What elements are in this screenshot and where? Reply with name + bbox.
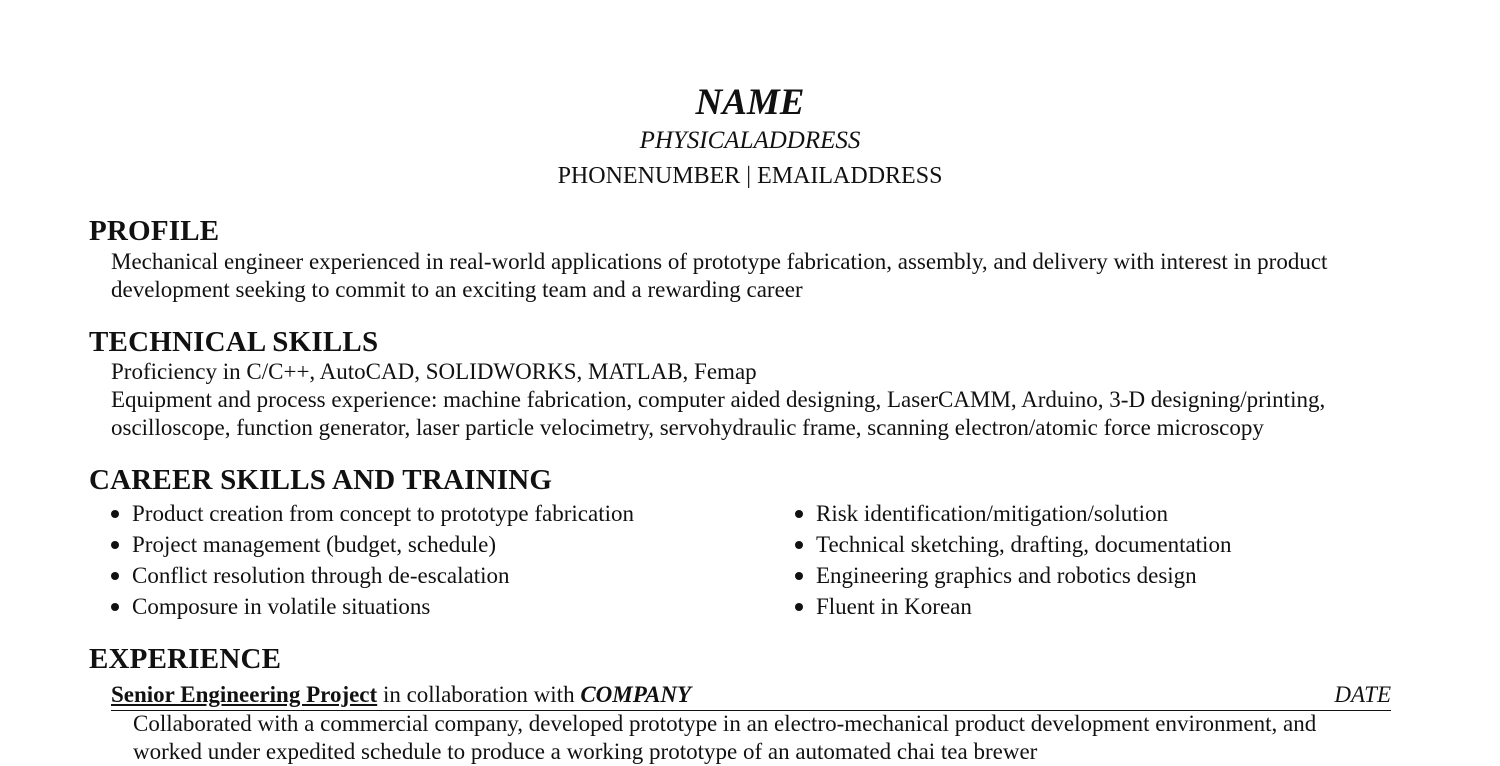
experience-entry-header <box>111 680 1391 711</box>
experience-description-line: worked under expedited schedule to produce a working prototype of an automated chai tea brewer <box>133 739 1038 764</box>
technical-skills-line: oscilloscope, function generator, laser particle velocimetry, servohydraulic frame, scanning electron/atomic force microscopy <box>111 415 1264 440</box>
career-skills-heading: CAREER SKILLS AND TRAINING <box>89 464 553 496</box>
technical-skills-line: Equipment and process experience: machine fabrication, computer aided designing, LaserCAMM, Arduino, 3-D designing/printing, <box>111 387 1326 412</box>
profile-line: development seeking to commit to an exciting team and a rewarding career <box>111 277 803 302</box>
experience-company: COMPANY <box>580 682 692 707</box>
bullet-icon <box>795 572 803 580</box>
bullet-icon <box>111 541 119 549</box>
profile-heading: PROFILE <box>89 215 220 247</box>
bullet-icon <box>111 510 119 518</box>
bullet-icon <box>111 603 119 611</box>
list-item-label: Composure in volatile situations <box>132 594 431 619</box>
technical-skills-line: Proficiency in C/C++, AutoCAD, SOLIDWORKS, MATLAB, Femap <box>111 359 757 384</box>
bullet-icon <box>795 541 803 549</box>
list-item-label: Conflict resolution through de-escalation <box>132 563 510 588</box>
list-item-label: Project management (budget, schedule) <box>132 532 497 557</box>
contact-info: PHONENUMBER | EMAILADDRESS <box>557 163 943 189</box>
bullet-icon <box>795 510 803 518</box>
experience-heading: EXPERIENCE <box>89 643 282 675</box>
experience-date: DATE <box>1334 682 1391 707</box>
profile-line: Mechanical engineer experienced in real-world applications of prototype fabrication, assembly, and delivery with interest in product <box>111 249 1328 274</box>
list-item-label: Product creation from concept to prototype fabrication <box>132 501 634 526</box>
bullet-icon <box>795 603 803 611</box>
physical-address: PHYSICALADDRESS <box>639 127 861 154</box>
resume-name: NAME <box>695 82 805 123</box>
list-item-label: Fluent in Korean <box>816 594 972 619</box>
list-item-label: Engineering graphics and robotics design <box>816 563 1197 588</box>
experience-description-line: Collaborated with a commercial company, developed prototype in an electro-mechanical product development environment, and <box>133 711 1317 736</box>
technical-skills-heading: TECHNICAL SKILLS <box>89 326 379 358</box>
experience-connector: in collaboration with <box>377 682 581 707</box>
experience-role: Senior Engineering Project <box>111 682 378 707</box>
list-item-label: Risk identification/mitigation/solution <box>816 501 1169 526</box>
bullet-icon <box>111 572 119 580</box>
list-item-label: Technical sketching, drafting, documentation <box>816 532 1232 557</box>
